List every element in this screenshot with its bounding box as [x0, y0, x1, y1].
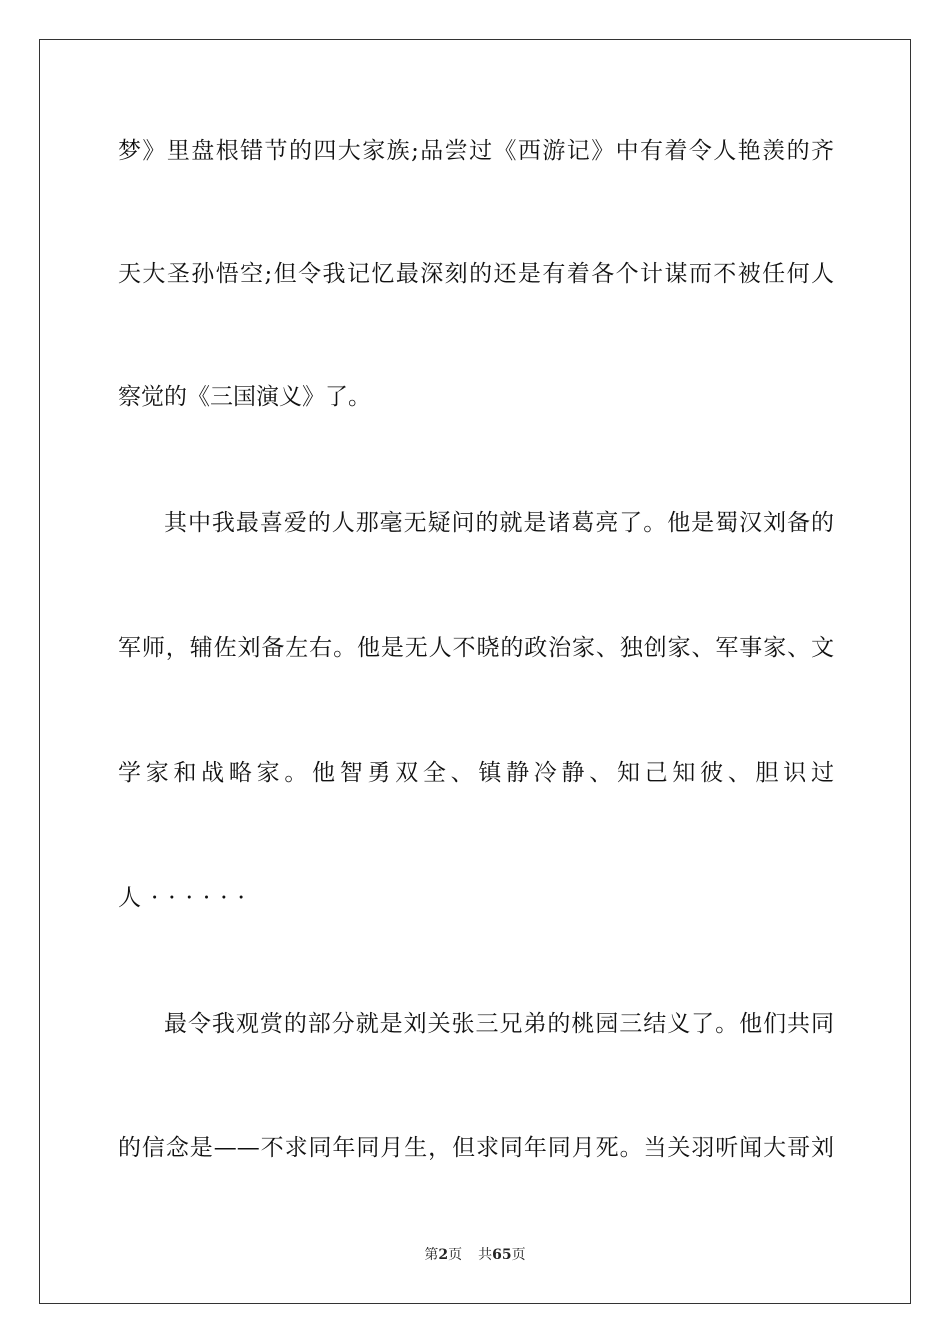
text-line-7: 人······	[118, 885, 255, 911]
footer-page-number: 2	[438, 1247, 449, 1263]
footer-page-prefix: 第	[424, 1247, 439, 1263]
text-line-3: 察觉的《三国演义》了。	[118, 384, 371, 410]
footer-page-suffix: 页	[448, 1247, 463, 1263]
text-line-4: 其中我最喜爱的人那毫无疑问的就是诸葛亮了。他是蜀汉刘备的	[164, 510, 834, 536]
footer-total-prefix: 共	[478, 1247, 493, 1263]
page-border	[39, 39, 911, 1304]
text-line-2: 天大圣孙悟空;但令我记忆最深刻的还是有着各个计谋而不被任何人	[118, 261, 834, 287]
text-line-5: 军师，辅佐刘备左右。他是无人不晓的政治家、独创家、军事家、文	[118, 635, 834, 661]
text-line-6: 学家和战略家。他智勇双全、镇静冷静、知己知彼、胆识过	[118, 760, 834, 786]
text-line-9: 的信念是——不求同年同月生，但求同年同月死。当关羽听闻大哥刘	[118, 1135, 834, 1161]
text-line-8: 最令我观赏的部分就是刘关张三兄弟的桃园三结义了。他们共同	[164, 1011, 834, 1037]
footer-total-pages: 65	[492, 1247, 512, 1263]
text-line-1: 梦》里盘根错节的四大家族;品尝过《西游记》中有着令人艳羡的齐	[118, 138, 834, 164]
footer-total-suffix: 页	[511, 1247, 526, 1263]
page-footer	[0, 1245, 950, 1265]
